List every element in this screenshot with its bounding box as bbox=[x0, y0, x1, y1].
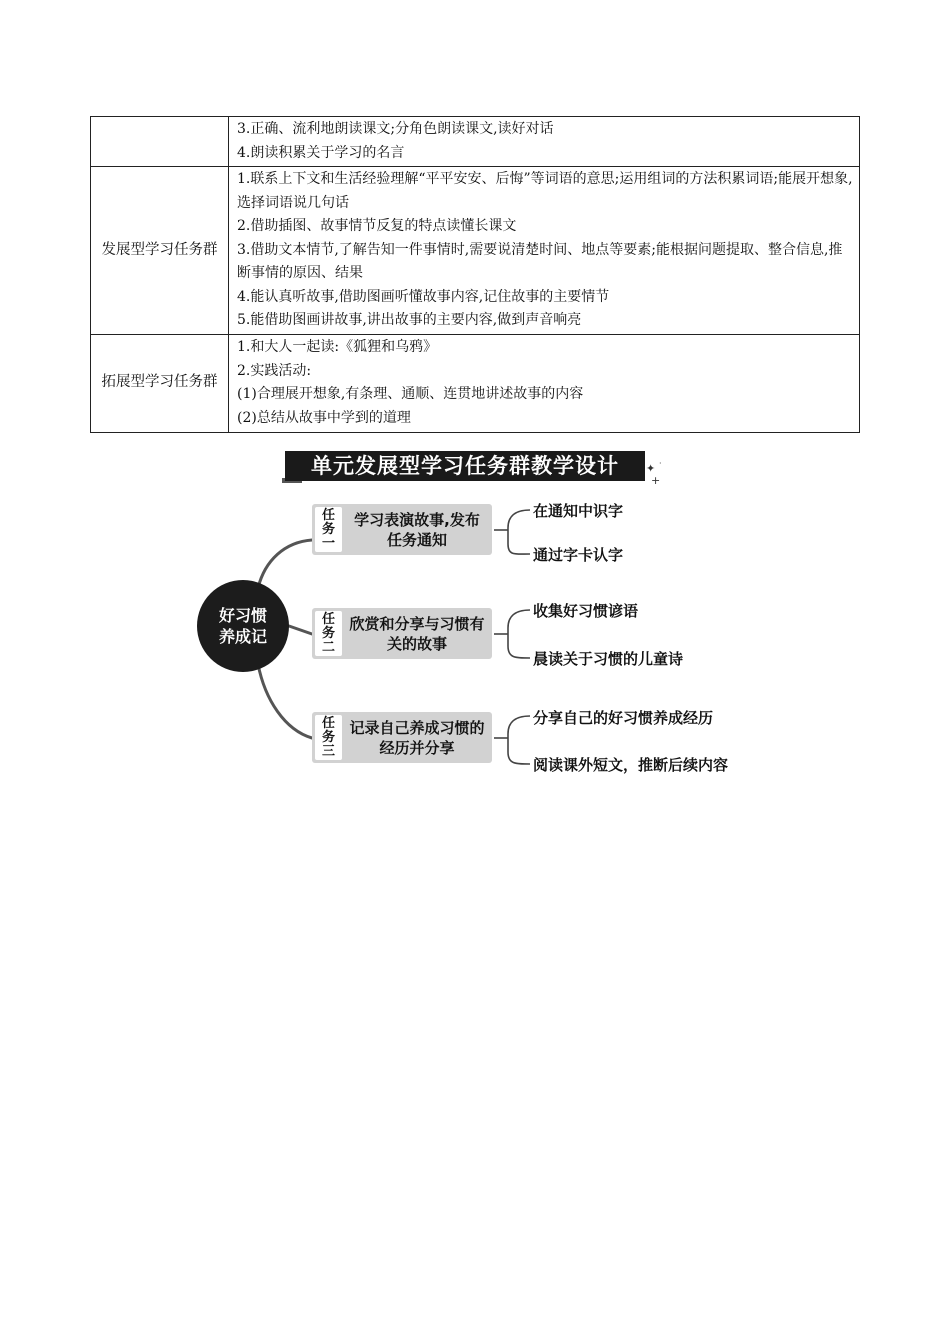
hub-branch bbox=[258, 540, 312, 588]
category-cell: 发展型学习任务群 bbox=[91, 167, 229, 335]
hub-label: 好习惯养成记 bbox=[218, 606, 267, 646]
task-tag: 任务二 bbox=[315, 611, 342, 656]
goal-item: 3.借助文本情节,了解告知一件事情时,需要说清楚时间、地点等要素;能根据问题提取、整合信息,推断事情的原因、结果 bbox=[237, 241, 843, 281]
mindmap-hub bbox=[197, 580, 289, 672]
section-banner: 单元发展型学习任务群教学设计 bbox=[285, 451, 645, 481]
category-cell: 拓展型学习任务群 bbox=[91, 334, 229, 432]
task-title: 学习表演故事,发布任务通知 bbox=[354, 510, 480, 549]
goal-item: 4.能认真听故事,借助图画听懂故事内容,记住故事的主要情节 bbox=[237, 288, 610, 305]
task-title: 欣赏和分享与习惯有关的故事 bbox=[349, 614, 485, 653]
hub-branch bbox=[289, 626, 312, 634]
hub-branch bbox=[258, 664, 312, 738]
task-leaf: 阅读课外短文，推断后续内容 bbox=[533, 756, 729, 774]
goal-item: 1.联系上下文和生活经验理解“平平安安、后悔”等词语的意思;运用组词的方法积累词语;能展开想象,选择词语说几句话 bbox=[237, 171, 853, 211]
task-tag: 任务三 bbox=[315, 715, 342, 760]
goal-item: 2.实践活动: bbox=[237, 362, 312, 379]
leaf-bracket bbox=[508, 510, 530, 554]
task-tag: 任务一 bbox=[315, 507, 342, 552]
goal-item: 3.正确、流利地朗读课文;分角色朗读课文,读好对话 bbox=[237, 121, 554, 137]
sparkle-icon: ✦ bbox=[646, 462, 656, 475]
task-node bbox=[312, 608, 492, 659]
task-leaf: 在通知中识字 bbox=[533, 502, 624, 520]
leaf-bracket bbox=[508, 716, 530, 764]
task-leaf: 晨读关于习惯的儿童诗 bbox=[533, 650, 684, 668]
goal-item: 5.能借助图画讲故事,讲出故事的主要内容,做到声音响亮 bbox=[237, 312, 582, 328]
leaf-bracket bbox=[508, 610, 530, 658]
goal-item: 2.借助插图、故事情节反复的特点读懂长课文 bbox=[237, 218, 517, 234]
sparkle-icon: · bbox=[659, 459, 662, 468]
goal-item: 1.和大人一起读:《狐狸和乌鸦》 bbox=[237, 339, 438, 355]
task-leaf: 通过字卡认字 bbox=[533, 546, 624, 564]
sparkle-icon: + bbox=[651, 474, 661, 487]
task-node bbox=[312, 504, 492, 555]
goal-item: 4.朗读积累关于学习的名言 bbox=[237, 144, 405, 161]
goal-item: (1)合理展开想象,有条理、通顺、连贯地讲述故事的内容 bbox=[237, 386, 584, 402]
task-node bbox=[312, 712, 492, 763]
task-leaf: 分享自己的好习惯养成经历 bbox=[533, 709, 714, 727]
task-title: 记录自己养成习惯的经历并分享 bbox=[349, 718, 485, 757]
task-leaf: 收集好习惯谚语 bbox=[533, 602, 639, 620]
goal-item: (2)总结从故事中学到的道理 bbox=[237, 409, 411, 426]
